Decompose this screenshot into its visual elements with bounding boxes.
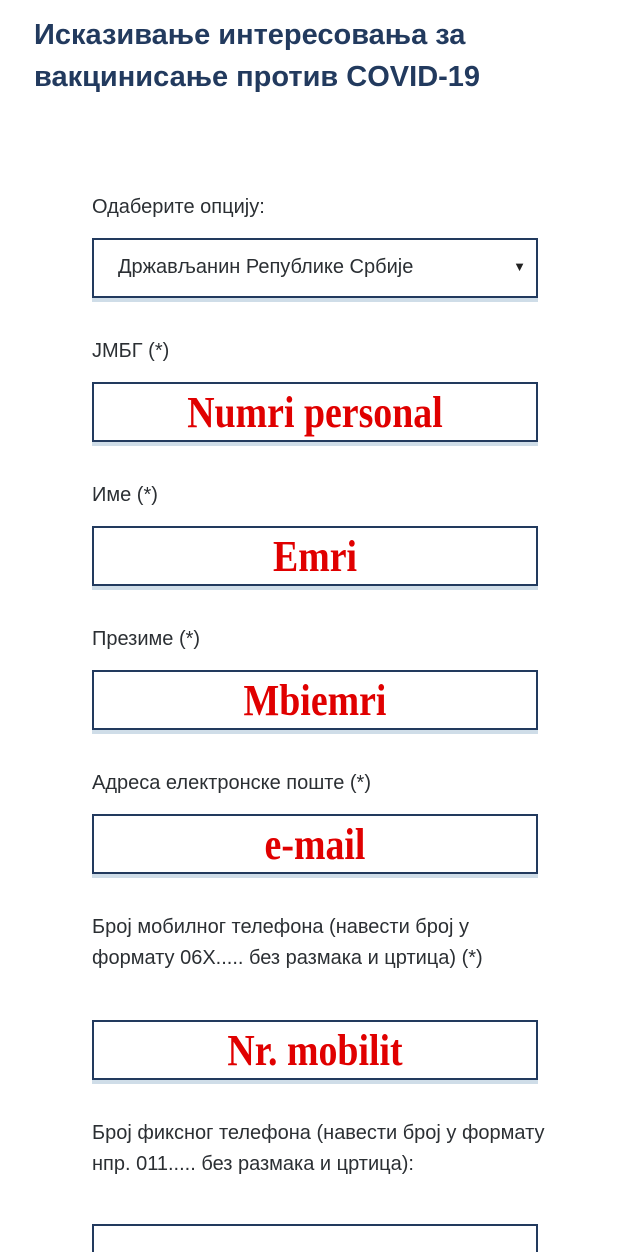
option-select-value: Држављанин Републике Србије [118, 256, 414, 278]
last-name-input[interactable] [92, 670, 538, 730]
page-title: Исказивање интересовања за вакцинисање против COVID-19 [34, 19, 481, 93]
email-annotation: e-mail [264, 820, 366, 869]
email-label: Адреса електронске поште (*) [92, 772, 371, 794]
jmbg-input[interactable] [92, 382, 538, 442]
option-select[interactable] [92, 238, 538, 298]
first-name-input[interactable] [92, 526, 538, 586]
landline-input[interactable] [92, 1224, 538, 1252]
mobile-input[interactable] [92, 1020, 538, 1080]
jmbg-label: ЈМБГ (*) [92, 340, 170, 362]
last-name-annotation: Mbiemri [243, 676, 387, 725]
email-input[interactable] [92, 814, 538, 874]
mobile-label: Број мобилног телефона (навести број у формату 06X..... без размака и цртица) (*) [92, 916, 483, 969]
first-name-label: Име (*) [92, 484, 158, 506]
jmbg-annotation: Numri personal [187, 388, 443, 437]
mobile-annotation: Nr. mobilit [227, 1026, 403, 1075]
option-label: Одаберите опцију: [92, 196, 265, 218]
landline-label: Број фиксног телефона (навести број у формату нпр. 011..... без размака и цртица): [92, 1122, 545, 1175]
first-name-annotation: Emri [272, 532, 358, 581]
dropdown-arrow-icon: ▼ [513, 259, 526, 274]
last-name-label: Презиме (*) [92, 628, 201, 650]
